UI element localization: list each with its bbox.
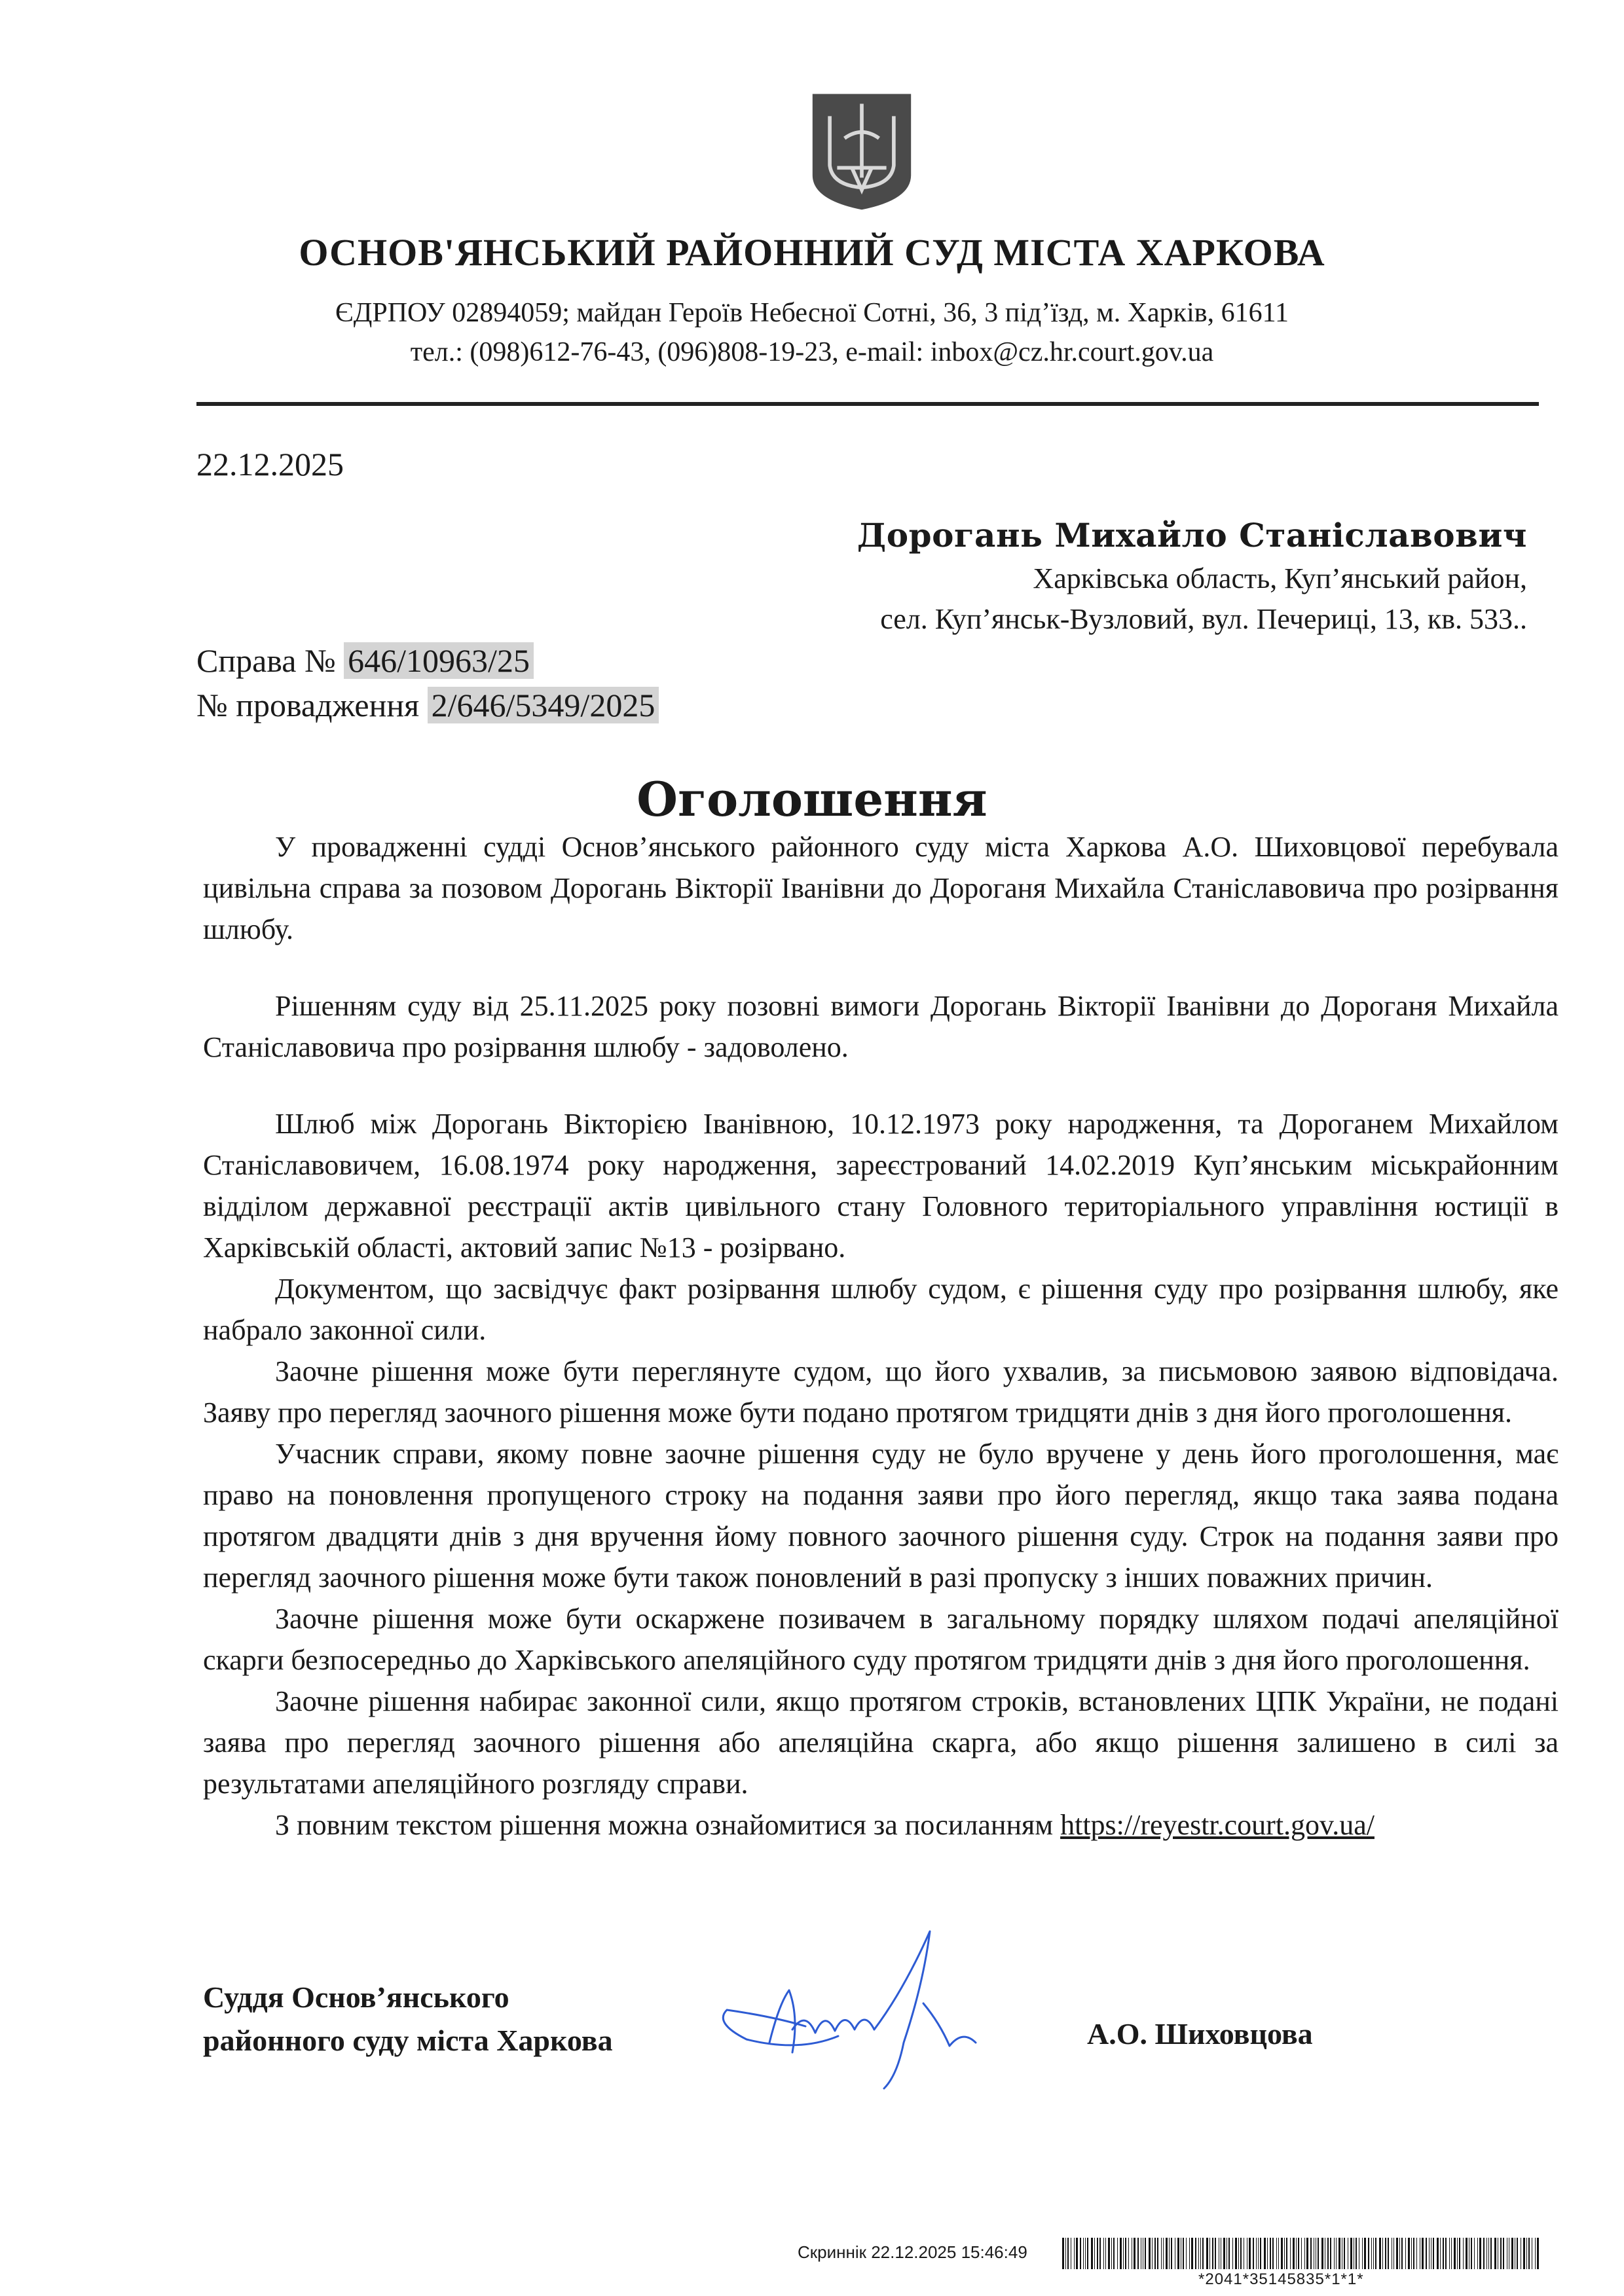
signer-position-line2: районного суду міста Харкова	[203, 2024, 613, 2057]
court-contacts: тел.: (098)612-76-43, (096)808-19-23, e-mail: inbox@cz.hr.court.gov.ua	[410, 337, 1214, 367]
recipient-address-line2: сел. Куп’янськ-Вузловий, вул. Печериці, 13, кв. 533..	[880, 603, 1527, 635]
announcement-title: Оголошення	[637, 771, 987, 827]
case-label: Справа №	[196, 642, 336, 679]
recipient-address-line1: Харківська область, Куп’янський район,	[1033, 562, 1527, 594]
registry-link[interactable]: https://reyestr.court.gov.ua/	[1060, 1809, 1375, 1841]
trident-emblem-icon	[800, 89, 923, 212]
recipient-name: Дорогань Михайло Станіславович	[857, 516, 1527, 555]
body-paragraph-7: Заочне рішення може бути оскаржене позивачем в загальному порядку шляхом подачі апеляційної скарги безпосередньо до Харківського апеляційного суду протягом тридцяти днів з дня його проголошення.	[203, 1603, 1559, 1676]
judge-name: А.О. Шиховцова	[1087, 2017, 1313, 2050]
link-intro-text: З повним текстом рішення можна ознайомитися за посиланням	[275, 1809, 1054, 1841]
body-paragraph-3: Шлюб між Дорогань Вікторією Іванівною, 10.12.1973 року народження, та Дороганем Михайлом Станіславовичем, 16.08.1974 року народження, зареєстрований 14.02.2019 Куп’янським міськрайонним відділом державної реєстрації актів цивільного стану Головного територіального управління юстиції в Харківській області, актовий запис №13 - розірвано.	[203, 1108, 1559, 1264]
handwritten-signature	[707, 1912, 1022, 2102]
body-paragraph-9	[203, 1804, 1559, 1846]
barcode-number: *2041*35145835*1*1*	[1198, 2270, 1364, 2288]
proceeding-number: 2/646/5349/2025	[428, 687, 659, 723]
court-address: ЄДРПОУ 02894059; майдан Героїв Небесної Сотні, 36, 3 під’їзд, м. Харків, 61611	[335, 298, 1289, 328]
signer-position-line1: Суддя Основ’янського	[203, 1980, 509, 2014]
case-number: 646/10963/25	[344, 642, 534, 679]
body-paragraph-1: У провадженні судді Основ’янського районного суду міста Харкова А.О. Шиховцової перебувала цивільна справа за позовом Дорогань Вікторії Іванівни до Дороганя Михайла Станіславовича про розірвання шлюбу.	[203, 831, 1559, 945]
body-paragraph-8: Заочне рішення набирає законної сили, якщо протягом строків, встановлених ЦПК України, не подані заява про перегляд заочного рішення або апеляційна скарга, або якщо рішення залишено в силі за результатами апеляційного розгляду справи.	[203, 1685, 1559, 1800]
proceeding-label: № провадження	[196, 687, 420, 723]
case-number-line	[196, 642, 534, 680]
body-paragraph-2: Рішенням суду від 25.11.2025 року позовні вимоги Дорогань Вікторії Іванівни до Дороганя Михайла Станіславовича про розірвання шлюбу - задоволено.	[203, 990, 1559, 1063]
announcement-body	[203, 826, 1559, 1846]
scanner-stamp-text: Скриннік 22.12.2025 15:46:49	[798, 2242, 1027, 2262]
document-date: 22.12.2025	[196, 446, 344, 483]
body-paragraph-6: Учасник справи, якому повне заочне рішення суду не було вручене у день його проголошення, має право на поновлення пропущеного строку на подання заяви про його перегляд, якщо така заява подана протягом двадцяти днів з дня вручення йому повного заочного рішення суду. Строк на подання заяви про перегляд заочного рішення може бути також поновлений в разі пропуску з інших поважних причин.	[203, 1438, 1559, 1594]
body-paragraph-5: Заочне рішення може бути переглянуте судом, що його ухвалив, за письмовою заявою відповідача. Заяву про перегляд заочного рішення може бути подано протягом тридцяти днів з дня його проголошення.	[203, 1355, 1559, 1429]
court-name: ОСНОВ'ЯНСЬКИЙ РАЙОННИЙ СУД МІСТА ХАРКОВА	[299, 231, 1325, 274]
barcode-icon	[1062, 2238, 1544, 2269]
header-divider	[196, 402, 1539, 406]
body-paragraph-4: Документом, що засвідчує факт розірвання шлюбу судом, є рішення суду про розірвання шлюбу, яке набрало законної сили.	[203, 1273, 1559, 1346]
proceeding-number-line	[196, 686, 659, 724]
